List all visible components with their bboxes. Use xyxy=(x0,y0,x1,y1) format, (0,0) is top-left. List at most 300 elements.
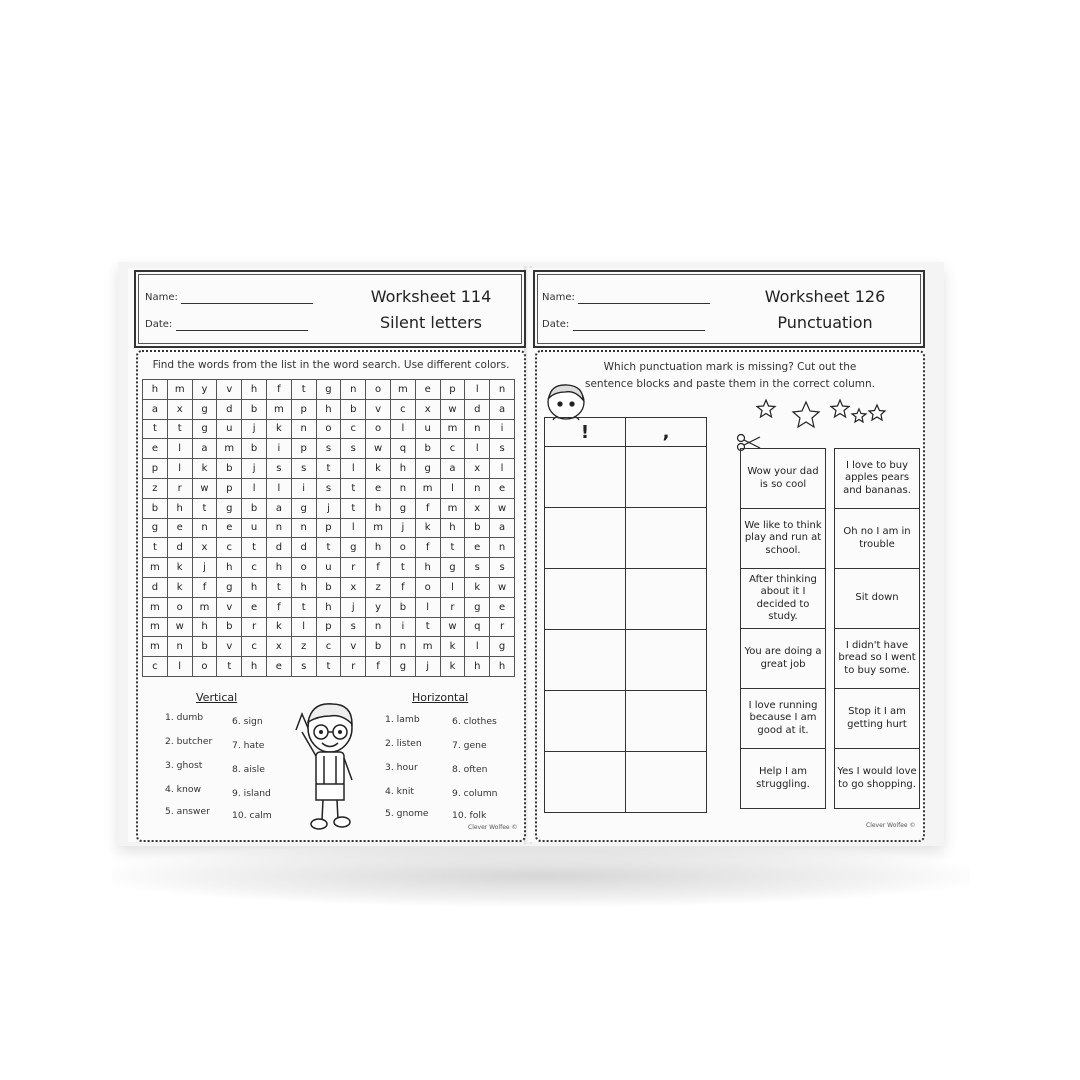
sentence-block[interactable]: I didn't have bread so I went to buy some. xyxy=(835,629,920,689)
grid-letter: k xyxy=(415,518,440,538)
worksheet-topic: Punctuation xyxy=(777,313,873,332)
grid-letter: t xyxy=(242,538,267,558)
grid-letter: c xyxy=(217,538,242,558)
grid-letter: n xyxy=(167,637,192,657)
grid-row xyxy=(143,419,515,439)
sentence-block[interactable]: Wow your dad is so cool xyxy=(741,449,826,509)
grid-letter: r xyxy=(242,617,267,637)
grid-letter: e xyxy=(366,478,391,498)
grid-letter: w xyxy=(440,399,465,419)
grid-letter: n xyxy=(192,518,217,538)
grid-letter: s xyxy=(291,657,316,677)
grid-letter: b xyxy=(341,399,366,419)
grid-letter: d xyxy=(291,538,316,558)
grid-letter: c xyxy=(242,637,267,657)
grid-letter: e xyxy=(465,538,490,558)
grid-letter: b xyxy=(192,637,217,657)
grid-letter: g xyxy=(341,538,366,558)
grid-letter: k xyxy=(266,617,291,637)
grid-letter: d xyxy=(465,399,490,419)
sentence-block[interactable]: Oh no I am in trouble xyxy=(835,509,920,569)
book-shadow xyxy=(112,846,970,906)
sentence-blocks-table xyxy=(740,448,920,809)
grid-letter: v xyxy=(217,637,242,657)
grid-letter: n xyxy=(490,538,515,558)
paste-cell[interactable] xyxy=(626,752,707,813)
grid-letter: m xyxy=(415,637,440,657)
grid-letter: h xyxy=(242,577,267,597)
grid-letter: b xyxy=(242,439,267,459)
grid-letter: j xyxy=(415,657,440,677)
grid-letter: z xyxy=(291,637,316,657)
right-credit: Clever Wolfee © xyxy=(866,822,916,829)
grid-row xyxy=(143,617,515,637)
grid-letter: t xyxy=(291,597,316,617)
paste-columns-table xyxy=(544,417,707,813)
grid-letter: t xyxy=(341,478,366,498)
grid-letter: l xyxy=(465,380,490,400)
grid-letter: y xyxy=(192,380,217,400)
grid-row xyxy=(143,577,515,597)
block-gap xyxy=(826,509,835,569)
sentence-block[interactable]: I love running because I am good at it. xyxy=(741,689,826,749)
grid-letter: w xyxy=(167,617,192,637)
grid-letter: s xyxy=(465,558,490,578)
horizontal-word-item: 8. often xyxy=(452,764,488,775)
grid-letter: n xyxy=(490,380,515,400)
grid-letter: g xyxy=(415,459,440,479)
worksheet-topic: Silent letters xyxy=(380,313,482,332)
grid-letter: j xyxy=(242,459,267,479)
vertical-word-item: 7. hate xyxy=(232,740,265,751)
grid-letter: n xyxy=(465,419,490,439)
grid-letter: c xyxy=(341,419,366,439)
grid-letter: m xyxy=(143,617,168,637)
vertical-word-item: 4. know xyxy=(165,784,201,795)
grid-letter: h xyxy=(192,617,217,637)
grid-letter: l xyxy=(266,478,291,498)
grid-letter: t xyxy=(291,380,316,400)
grid-row xyxy=(143,558,515,578)
name-line xyxy=(181,303,313,304)
sentence-block[interactable]: After thinking about it I decided to study. xyxy=(741,569,826,629)
grid-letter: l xyxy=(167,459,192,479)
horizontal-word-item: 2. listen xyxy=(385,738,422,749)
grid-letter: c xyxy=(242,558,267,578)
grid-row xyxy=(143,597,515,617)
vertical-word-item: 1. dumb xyxy=(165,712,204,723)
grid-letter: l xyxy=(415,597,440,617)
grid-letter: f xyxy=(266,597,291,617)
sentence-block[interactable]: Yes I would love to go shopping. xyxy=(835,749,920,809)
grid-letter: c xyxy=(143,657,168,677)
grid-letter: r xyxy=(341,657,366,677)
grid-letter: b xyxy=(242,399,267,419)
grid-letter: e xyxy=(143,439,168,459)
grid-letter: g xyxy=(390,498,415,518)
grid-letter: l xyxy=(440,478,465,498)
right-header-box xyxy=(533,270,925,348)
grid-letter: x xyxy=(266,637,291,657)
grid-letter: x xyxy=(465,459,490,479)
sentence-block[interactable]: Stop it I am getting hurt xyxy=(835,689,920,749)
grid-letter: j xyxy=(390,518,415,538)
grid-letter: q xyxy=(465,617,490,637)
grid-letter: b xyxy=(143,498,168,518)
grid-letter: l xyxy=(167,439,192,459)
grid-letter: l xyxy=(465,637,490,657)
grid-letter: t xyxy=(316,657,341,677)
block-gap xyxy=(826,449,835,509)
grid-letter: m xyxy=(217,439,242,459)
vertical-word-item: 2. butcher xyxy=(165,736,213,747)
grid-letter: l xyxy=(341,518,366,538)
grid-row xyxy=(143,518,515,538)
paste-cell[interactable] xyxy=(626,447,707,508)
grid-letter: g xyxy=(465,597,490,617)
grid-letter: x xyxy=(167,399,192,419)
paste-cell[interactable] xyxy=(545,447,626,508)
punctuation-instructions-line2: sentence blocks and paste them in the correct column. xyxy=(584,378,875,390)
vertical-word-item: 10. calm xyxy=(232,810,272,821)
grid-letter: h xyxy=(390,459,415,479)
grid-letter: i xyxy=(291,478,316,498)
grid-letter: o xyxy=(415,577,440,597)
horizontal-word-item: 5. gnome xyxy=(385,808,429,819)
grid-letter: v xyxy=(217,597,242,617)
grid-letter: m xyxy=(390,380,415,400)
left-header-box xyxy=(134,270,526,348)
grid-letter: h xyxy=(242,657,267,677)
grid-letter: h xyxy=(167,498,192,518)
grid-letter: w xyxy=(192,478,217,498)
grid-letter: o xyxy=(167,597,192,617)
grid-letter: s xyxy=(316,439,341,459)
grid-letter: o xyxy=(366,419,391,439)
grid-letter: h xyxy=(316,399,341,419)
grid-letter: h xyxy=(143,380,168,400)
grid-letter: l xyxy=(291,617,316,637)
grid-letter: x xyxy=(341,577,366,597)
sentence-block[interactable]: Sit down xyxy=(835,569,920,629)
grid-row xyxy=(143,538,515,558)
grid-row xyxy=(143,459,515,479)
grid-letter: j xyxy=(341,597,366,617)
grid-letter: u xyxy=(217,419,242,439)
grid-letter: p xyxy=(440,380,465,400)
grid-letter: h xyxy=(440,518,465,538)
paste-cell[interactable] xyxy=(545,508,626,569)
grid-letter: p xyxy=(217,478,242,498)
grid-letter: g xyxy=(440,558,465,578)
grid-letter: n xyxy=(390,478,415,498)
grid-letter: m xyxy=(440,419,465,439)
grid-letter: f xyxy=(390,577,415,597)
grid-letter: j xyxy=(316,498,341,518)
grid-letter: l xyxy=(490,459,515,479)
grid-letter: f xyxy=(415,538,440,558)
paste-cell[interactable] xyxy=(626,569,707,630)
grid-letter: h xyxy=(490,657,515,677)
grid-letter: e xyxy=(490,597,515,617)
date-line xyxy=(573,330,705,331)
grid-letter: m xyxy=(167,380,192,400)
grid-letter: s xyxy=(341,439,366,459)
grid-letter: f xyxy=(266,380,291,400)
vertical-word-item: 9. island xyxy=(232,788,271,799)
grid-letter: s xyxy=(316,478,341,498)
grid-letter: b xyxy=(242,498,267,518)
grid-letter: e xyxy=(415,380,440,400)
grid-letter: l xyxy=(390,419,415,439)
grid-letter: o xyxy=(291,558,316,578)
grid-letter: t xyxy=(415,617,440,637)
name-label: Name: xyxy=(542,292,575,303)
grid-letter: s xyxy=(291,459,316,479)
vertical-word-item: 6. sign xyxy=(232,716,263,727)
grid-letter: p xyxy=(291,399,316,419)
horizontal-word-item: 1. lamb xyxy=(385,714,420,725)
grid-letter: s xyxy=(341,617,366,637)
grid-letter: g xyxy=(490,637,515,657)
grid-letter: v xyxy=(366,399,391,419)
paste-cell[interactable] xyxy=(545,691,626,752)
paste-cell[interactable] xyxy=(626,630,707,691)
grid-letter: w xyxy=(490,577,515,597)
grid-letter: x xyxy=(465,498,490,518)
grid-letter: x xyxy=(192,538,217,558)
grid-letter: b xyxy=(316,577,341,597)
sentence-block[interactable]: Help I am struggling. xyxy=(741,749,826,809)
grid-letter: k xyxy=(440,637,465,657)
grid-letter: t xyxy=(390,558,415,578)
grid-letter: a xyxy=(143,399,168,419)
grid-letter: o xyxy=(316,419,341,439)
grid-letter: k xyxy=(366,459,391,479)
grid-letter: g xyxy=(316,380,341,400)
block-gap xyxy=(826,689,835,749)
grid-letter: g xyxy=(217,498,242,518)
grid-letter: k xyxy=(266,419,291,439)
name-label: Name: xyxy=(145,292,178,303)
grid-letter: w xyxy=(490,498,515,518)
paste-cell[interactable] xyxy=(626,691,707,752)
grid-letter: m xyxy=(440,498,465,518)
grid-letter: v xyxy=(341,637,366,657)
vertical-word-item: 8. aisle xyxy=(232,764,265,775)
block-gap xyxy=(826,749,835,809)
grid-letter: a xyxy=(490,399,515,419)
sentence-block[interactable]: I love to buy apples pears and bananas. xyxy=(835,449,920,509)
grid-letter: e xyxy=(217,518,242,538)
grid-letter: b xyxy=(390,597,415,617)
grid-letter: c xyxy=(440,439,465,459)
grid-letter: h xyxy=(217,558,242,578)
grid-letter: g xyxy=(217,577,242,597)
grid-letter: t xyxy=(143,419,168,439)
grid-letter: d xyxy=(217,399,242,419)
grid-letter: u xyxy=(415,419,440,439)
grid-letter: f xyxy=(366,657,391,677)
grid-row xyxy=(143,439,515,459)
grid-row xyxy=(143,478,515,498)
grid-letter: w xyxy=(440,617,465,637)
grid-letter: y xyxy=(366,597,391,617)
grid-letter: h xyxy=(366,538,391,558)
vertical-word-item: 3. ghost xyxy=(165,760,203,771)
grid-letter: d xyxy=(167,538,192,558)
grid-letter: s xyxy=(490,558,515,578)
grid-letter: g xyxy=(192,419,217,439)
grid-letter: g xyxy=(192,399,217,419)
grid-letter: u xyxy=(316,558,341,578)
paste-cell[interactable] xyxy=(626,508,707,569)
vertical-word-item: 5. answer xyxy=(165,806,210,817)
block-gap xyxy=(826,629,835,689)
date-label: Date: xyxy=(542,319,570,330)
vertical-list-title: Vertical xyxy=(196,691,238,704)
worksheet-number: Worksheet 114 xyxy=(370,287,492,306)
grid-row xyxy=(143,380,515,400)
grid-letter: a xyxy=(490,518,515,538)
grid-letter: j xyxy=(242,419,267,439)
grid-letter: b xyxy=(217,459,242,479)
grid-letter: u xyxy=(242,518,267,538)
punctuation-instructions-line1: Which punctuation mark is missing? Cut out the xyxy=(603,361,857,373)
grid-letter: b xyxy=(217,617,242,637)
grid-letter: i xyxy=(490,419,515,439)
grid-letter: m xyxy=(192,597,217,617)
grid-letter: m xyxy=(143,637,168,657)
horizontal-word-item: 9. column xyxy=(452,788,498,799)
grid-letter: x xyxy=(415,399,440,419)
grid-letter: g xyxy=(390,657,415,677)
grid-letter: e xyxy=(167,518,192,538)
horizontal-word-item: 6. clothes xyxy=(452,716,497,727)
grid-row xyxy=(143,657,515,677)
grid-letter: h xyxy=(291,577,316,597)
left-credit: Clever Wolfee © xyxy=(468,824,518,831)
exclamation-column-header: ! xyxy=(545,418,626,447)
block-gap xyxy=(826,569,835,629)
grid-letter: p xyxy=(291,439,316,459)
grid-letter: m xyxy=(266,399,291,419)
grid-letter: i xyxy=(266,439,291,459)
grid-letter: b xyxy=(415,439,440,459)
horizontal-word-item: 3. hour xyxy=(385,762,418,773)
grid-letter: f xyxy=(192,577,217,597)
grid-letter: l xyxy=(465,439,490,459)
grid-letter: r xyxy=(490,617,515,637)
grid-row xyxy=(143,637,515,657)
grid-letter: k xyxy=(440,657,465,677)
grid-row xyxy=(143,399,515,419)
grid-letter: n xyxy=(390,637,415,657)
grid-letter: e xyxy=(242,597,267,617)
grid-letter: h xyxy=(415,558,440,578)
grid-letter: n xyxy=(291,518,316,538)
grid-letter: f xyxy=(415,498,440,518)
horizontal-list-title: Horizontal xyxy=(412,691,469,704)
word-search-grid xyxy=(142,379,515,677)
grid-letter: l xyxy=(440,577,465,597)
sentence-block[interactable]: We like to think play and run at school. xyxy=(741,509,826,569)
horizontal-word-item: 10. folk xyxy=(452,810,487,821)
grid-letter: e xyxy=(490,478,515,498)
grid-letter: r xyxy=(440,597,465,617)
grid-letter: a xyxy=(266,498,291,518)
grid-letter: p xyxy=(316,518,341,538)
grid-letter: h xyxy=(266,558,291,578)
grid-letter: i xyxy=(390,617,415,637)
paste-cell[interactable] xyxy=(545,630,626,691)
grid-letter: s xyxy=(266,459,291,479)
grid-letter: p xyxy=(143,459,168,479)
grid-letter: d xyxy=(143,577,168,597)
grid-letter: a xyxy=(192,439,217,459)
grid-letter: h xyxy=(316,597,341,617)
worksheet-number: Worksheet 126 xyxy=(764,287,886,306)
grid-letter: n xyxy=(366,617,391,637)
grid-letter: w xyxy=(366,439,391,459)
grid-letter: m xyxy=(143,597,168,617)
grid-letter: n xyxy=(341,380,366,400)
grid-letter: o xyxy=(390,538,415,558)
grid-letter: m xyxy=(415,478,440,498)
grid-letter: l xyxy=(167,657,192,677)
grid-letter: q xyxy=(390,439,415,459)
grid-letter: o xyxy=(366,380,391,400)
grid-letter: r xyxy=(341,558,366,578)
name-line xyxy=(578,303,710,304)
grid-letter: z xyxy=(366,577,391,597)
grid-letter: h xyxy=(242,380,267,400)
grid-letter: n xyxy=(465,478,490,498)
grid-letter: t xyxy=(440,538,465,558)
grid-letter: t xyxy=(266,577,291,597)
paste-cell[interactable] xyxy=(545,569,626,630)
grid-letter: c xyxy=(390,399,415,419)
grid-letter: m xyxy=(366,518,391,538)
grid-letter: k xyxy=(465,577,490,597)
grid-letter: e xyxy=(266,657,291,677)
horizontal-word-item: 4. knit xyxy=(385,786,414,797)
grid-letter: z xyxy=(143,478,168,498)
grid-letter: t xyxy=(192,498,217,518)
sentence-block[interactable]: You are doing a great job xyxy=(741,629,826,689)
grid-letter: j xyxy=(192,558,217,578)
grid-letter: t xyxy=(167,419,192,439)
grid-letter: p xyxy=(316,617,341,637)
grid-letter: o xyxy=(192,657,217,677)
grid-letter: k xyxy=(167,558,192,578)
grid-letter: r xyxy=(167,478,192,498)
grid-letter: g xyxy=(291,498,316,518)
paste-cell[interactable] xyxy=(545,752,626,813)
grid-letter: s xyxy=(490,439,515,459)
horizontal-word-item: 7. gene xyxy=(452,740,487,751)
date-label: Date: xyxy=(145,319,173,330)
grid-letter: l xyxy=(242,478,267,498)
grid-letter: t xyxy=(316,538,341,558)
boy-with-glasses-illustration xyxy=(290,696,366,836)
grid-letter: b xyxy=(366,637,391,657)
grid-letter: h xyxy=(366,498,391,518)
date-line xyxy=(176,330,308,331)
grid-letter: t xyxy=(217,657,242,677)
peeking-kid-illustration xyxy=(543,382,589,422)
word-search-instructions: Find the words from the list in the word search. Use different colors. xyxy=(152,359,510,371)
